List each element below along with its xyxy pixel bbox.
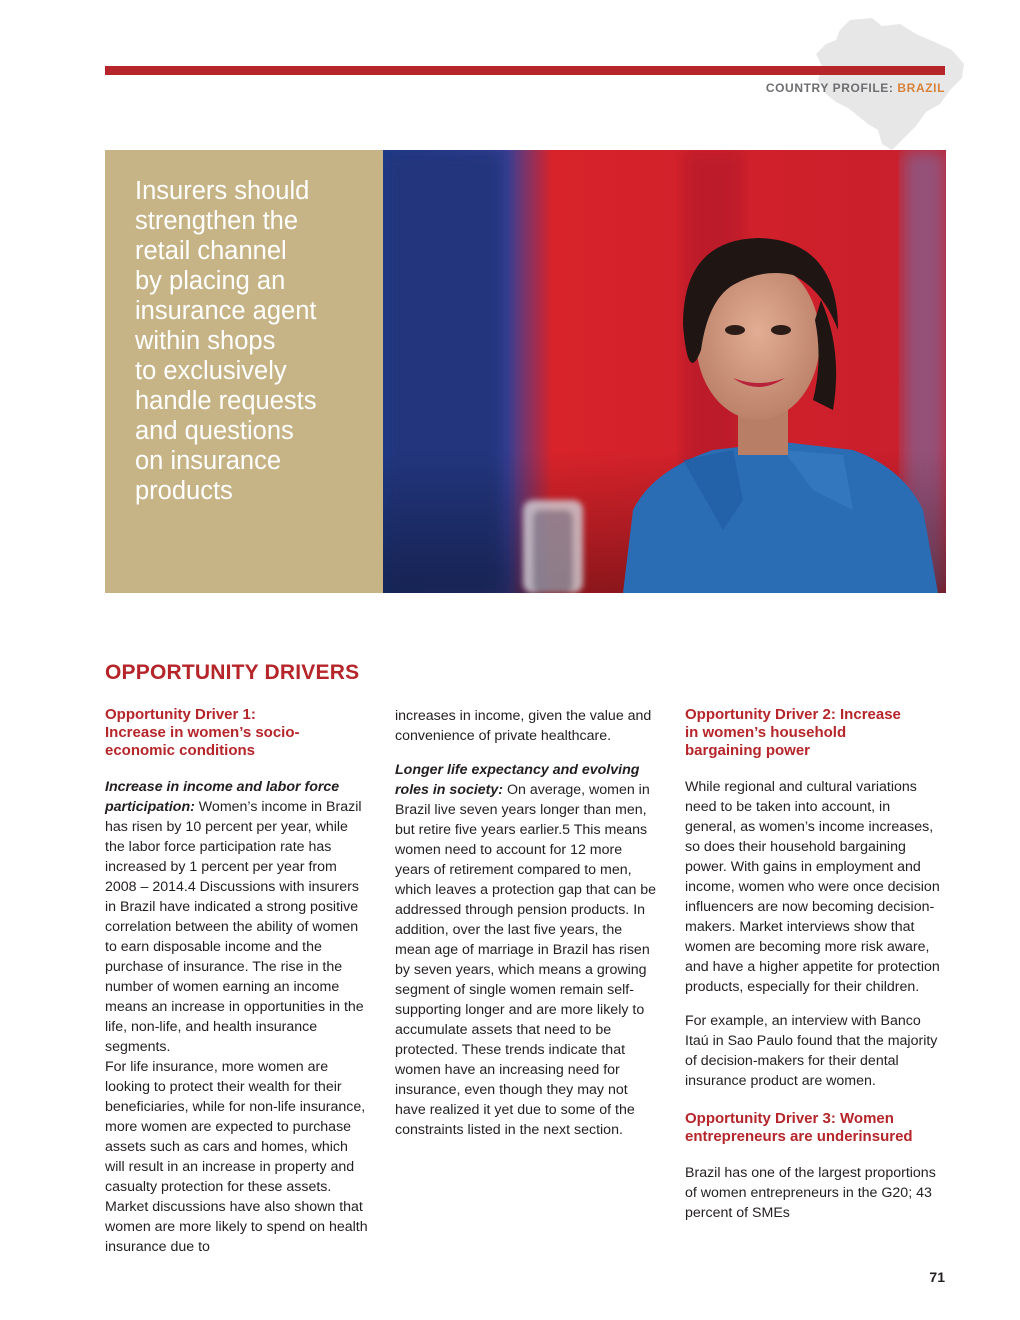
driver-2-paragraph-2: For example, an interview with Banco Itaú in Sao Paulo found that the majority of decision-makers for their dental insurance product are women. [685, 1013, 938, 1089]
driver-3-paragraph: Brazil has one of the largest proportions of women entrepreneurs in the G20; 43 percent of SMEs [685, 1165, 936, 1221]
pull-quote-text: Insurers should strengthen the retail channel by placing an insurance agent within shops to exclusively handle requests and questions on insurance products [135, 177, 317, 505]
life-expectancy-lead: Longer life expectancy and evolving roles in society: [395, 762, 640, 798]
pull-quote-panel [105, 150, 383, 593]
life-expectancy-body: On average, women in Brazil live seven years longer than men, but retire five years earlier.5 This means women need to account for 12 more years of retirement compared to men, which leaves a protection gap that can be addressed through pension products. In addition, over the last five years, the mean age of marriage in Brazil has risen by seven years, which means a growing segment of single women remain self-supporting longer and are more likely to accumulate assets that need to be protected. These trends indicate that women have an increasing need for insurance, even though they may not have realized it yet due to some of the constraints listed in the next section. [395, 782, 657, 1138]
driver-1-body: Women’s income in Brazil has risen by 10 percent per year, while the labor force participation rate has increased by 1 percent per year from 2008 – 2014.4 Discussions with insurers in Brazil have indicated a strong positive correlation between the ability of women to earn disposable income and the purchase of insurance. The rise in the number of women earning an income means an increase in opportunities in the life, non-life, and health insurance segments. [105, 799, 364, 1055]
header-rule [105, 66, 945, 75]
driver-1-heading: Opportunity Driver 1: Increase in women’s socio- economic conditions [105, 706, 300, 759]
text-column-2 [395, 706, 657, 1140]
driver-1-paragraph-2: For life insurance, more women are looking to protect their wealth for their beneficiaries, while for non-life insurance, more women are expected to purchase assets such as cars and homes, which will result in an increase in property and casualty protection for these assets. Market discussions have also shown that women are more likely to spend on health insurance due to [105, 1059, 368, 1255]
section-title: OPPORTUNITY DRIVERS [105, 661, 360, 684]
country-profile-label [766, 81, 945, 95]
text-column-3 [685, 706, 945, 1223]
text-column-1 [105, 706, 370, 1257]
driver-2-heading: Opportunity Driver 2: Increase in women’s household bargaining power [685, 706, 901, 759]
life-expectancy-paragraph [395, 760, 657, 1140]
continuation-paragraph: increases in income, given the value and convenience of private healthcare. [395, 708, 652, 744]
driver-1-paragraph [105, 777, 370, 1057]
driver-3-heading: Opportunity Driver 3: Women entrepreneurs are underinsured [685, 1110, 913, 1145]
country-profile-prefix: COUNTRY PROFILE: [765, 81, 894, 95]
hero-photo-woman-smiling [383, 150, 946, 593]
page-number: 71 [929, 1269, 945, 1285]
country-name: BRAZIL [897, 81, 945, 95]
driver-1-lead: Increase in income and labor force participation: [105, 779, 340, 815]
driver-2-paragraph-1: While regional and cultural variations need to be taken into account, in general, as women’s income increases, so does their household bargaining power. With gains in employment and income, women who were once decision influencers are now becoming decision-makers. Market interviews show that women are becoming more risk aware, and have a higher appetite for protection products, especially for their children. [685, 779, 940, 995]
hero-banner [105, 150, 946, 593]
